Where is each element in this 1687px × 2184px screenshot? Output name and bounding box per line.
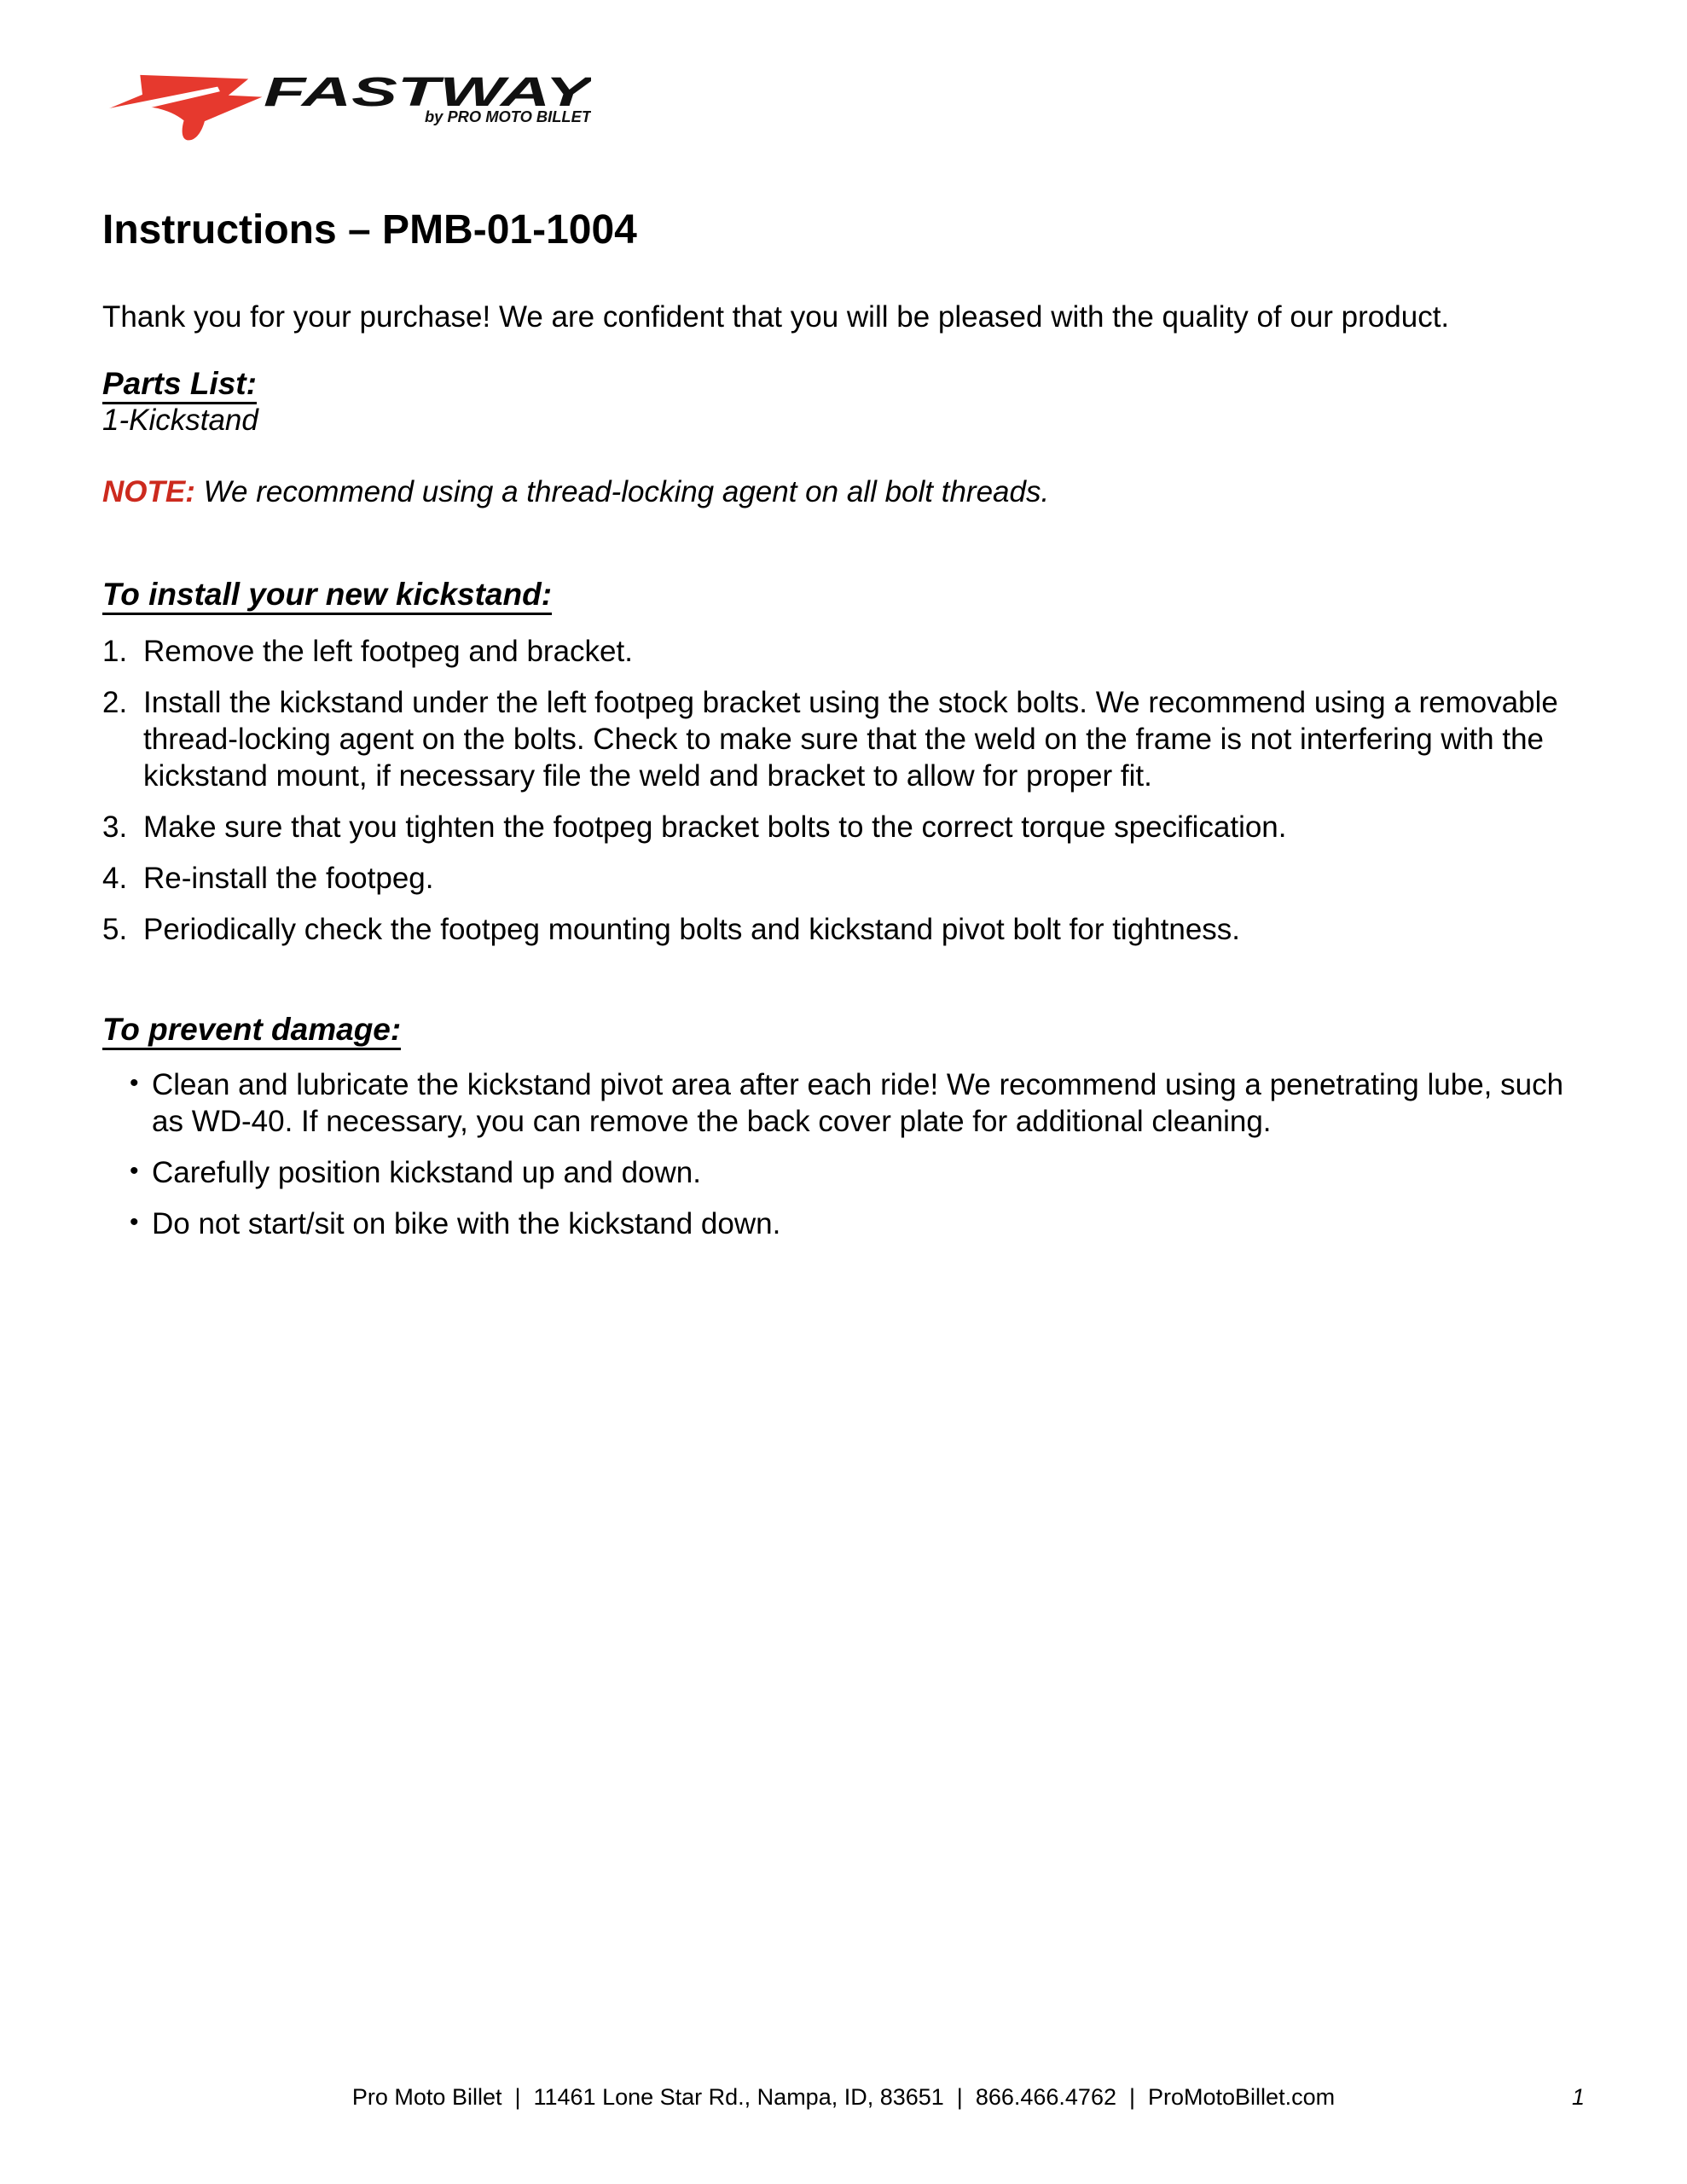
parts-list-item: 1-Kickstand	[102, 404, 258, 437]
prevent-bullet	[102, 1154, 1585, 1191]
intro-paragraph: Thank you for your purchase! We are confident that you will be pleased with the quality of our product.	[102, 300, 1450, 334]
install-step	[102, 911, 1585, 948]
bullet-text: Do not start/sit on bike with the kickstand down.	[152, 1207, 781, 1240]
install-step	[102, 684, 1585, 794]
page-number: 1	[1571, 2084, 1585, 2110]
step-text: Re-install the footpeg.	[143, 862, 434, 895]
fastway-tagline: by PRO MOTO BILLET	[425, 108, 591, 125]
footer-contact-info: Pro Moto Billet | 11461 Lone Star Rd., Nampa, ID, 83651 | 866.466.4762 | ProMotoBillet.com	[351, 2084, 1336, 2110]
page-title: Instructions – PMB-01-1004	[102, 207, 637, 253]
step-number: 2.	[102, 686, 128, 719]
prevent-bullet	[102, 1066, 1585, 1140]
prevent-bullets-list	[102, 1066, 1585, 1242]
fastway-logo	[96, 72, 591, 150]
install-section-heading: To install your new kickstand:	[102, 576, 1585, 613]
fastway-mark-icon	[100, 75, 263, 141]
step-number: 5.	[102, 913, 128, 946]
step-text: Remove the left footpeg and bracket.	[143, 635, 633, 668]
install-step	[102, 809, 1585, 845]
step-number: 4.	[102, 862, 128, 895]
bullet-text: Clean and lubricate the kickstand pivot area after each ride! We recommend using a penetrating lube, such as WD-40. If necessary, you can remove the back cover plate for additional cleaning.	[152, 1068, 1564, 1138]
install-step	[102, 860, 1585, 897]
note-text: We recommend using a thread-locking agent on all bolt threads.	[194, 475, 1050, 508]
install-steps-list	[102, 633, 1585, 948]
bullet-icon: •	[130, 1157, 139, 1185]
parts-list-heading: Parts List:	[102, 365, 1585, 402]
note-label: NOTE:	[102, 475, 195, 508]
install-step	[102, 633, 1585, 670]
fastway-logo-graphic	[96, 72, 591, 150]
step-number: 1.	[102, 635, 128, 668]
step-text: Install the kickstand under the left footpeg bracket using the stock bolts. We recommend using a removable thread-locking agent on the bolts. Check to make sure that the weld on the frame is not interfering with the kickstand mount, if necessary file the weld and bracket to allow for proper fit.	[143, 686, 1558, 793]
document-body	[0, 209, 1687, 1242]
fastway-wordmark: FASTWAY	[264, 72, 591, 115]
bullet-icon: •	[130, 1069, 139, 1097]
page-footer	[0, 2083, 1687, 2117]
step-text: Periodically check the footpeg mounting bolts and kickstand pivot bolt for tightness.	[143, 913, 1241, 946]
prevent-bullet	[102, 1205, 1585, 1242]
note-paragraph	[102, 473, 1585, 510]
step-number: 3.	[102, 810, 128, 844]
step-text: Make sure that you tighten the footpeg bracket bolts to the correct torque specification.	[143, 810, 1287, 844]
bullet-text: Carefully position kickstand up and down.	[152, 1156, 701, 1189]
bullet-icon: •	[130, 1208, 139, 1236]
prevent-section-heading: To prevent damage:	[102, 1011, 1585, 1048]
